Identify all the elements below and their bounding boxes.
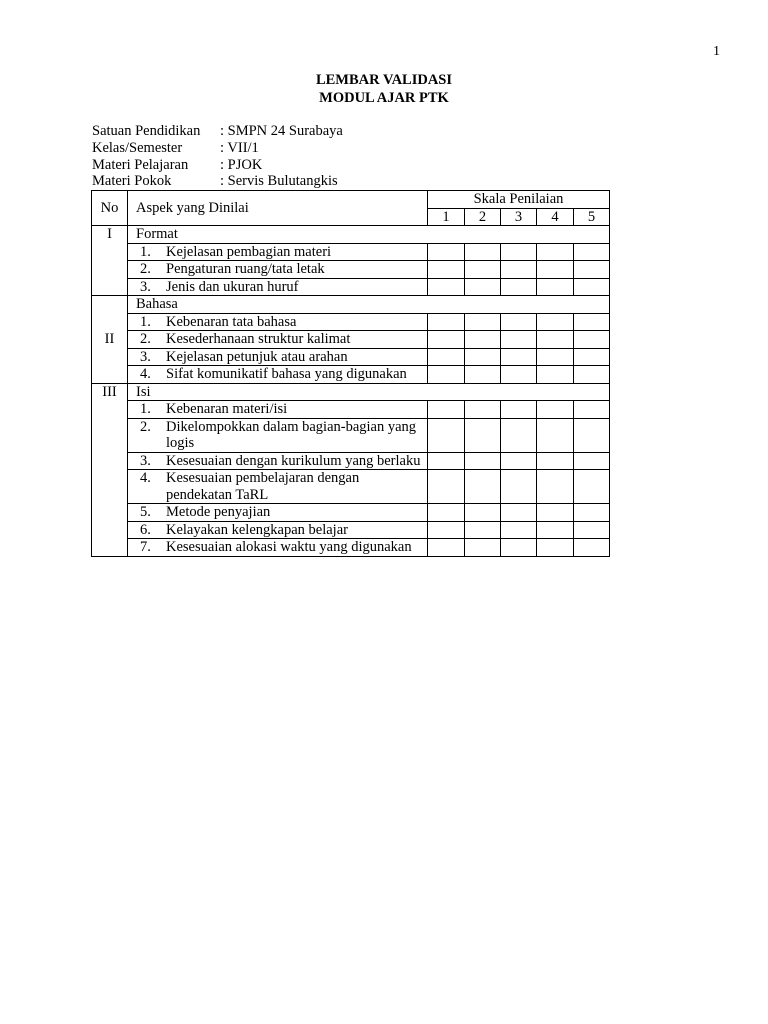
info-value: : SMPN 24 Surabaya: [220, 123, 343, 139]
score-cell-3[interactable]: [501, 278, 537, 296]
section-title: Bahasa: [128, 296, 610, 314]
score-cell-4[interactable]: [537, 243, 574, 261]
item-number: 4.: [140, 366, 151, 382]
score-cell-1[interactable]: [428, 261, 465, 279]
score-cell-2[interactable]: [465, 278, 501, 296]
list-item: [136, 539, 427, 556]
info-row: [92, 157, 343, 174]
list-item: [136, 366, 427, 383]
aspect-cell: [128, 452, 428, 470]
aspect-cell: [128, 504, 428, 522]
score-cell-1[interactable]: [428, 331, 465, 349]
item-text: Kelayakan kelengkapan belajar: [166, 521, 348, 538]
header-no: No: [92, 191, 128, 226]
score-cell-1[interactable]: [428, 452, 465, 470]
score-cell-1[interactable]: [428, 470, 465, 504]
score-cell-1[interactable]: [428, 539, 465, 557]
list-item: [136, 470, 427, 503]
section-row: [92, 296, 610, 314]
item-number: 1.: [140, 313, 151, 330]
info-row: [92, 123, 343, 140]
score-cell-5[interactable]: [574, 470, 610, 504]
document-subtitle: MODUL AJAR PTK: [319, 90, 449, 106]
score-cell-3[interactable]: [501, 418, 537, 452]
score-cell-2[interactable]: [465, 261, 501, 279]
item-text: Kesesuaian dengan kurikulum yang berlaku: [166, 452, 421, 469]
score-cell-3[interactable]: [501, 313, 537, 331]
aspect-cell: [128, 278, 428, 296]
score-cell-5[interactable]: [574, 348, 610, 366]
score-cell-1[interactable]: [428, 418, 465, 452]
item-text: Pengaturan ruang/tata letak: [166, 261, 325, 277]
table-row: [92, 539, 610, 557]
list-item: [136, 314, 427, 331]
item-text: Kebenaran materi/isi: [166, 401, 288, 417]
item-number: 3.: [140, 452, 151, 469]
list-item: [136, 261, 427, 278]
table-row: [92, 418, 610, 452]
item-text: Kesederhanaan struktur kalimat: [166, 331, 351, 347]
score-cell-1[interactable]: [428, 401, 465, 419]
info-key: Kelas/Semester: [92, 139, 183, 156]
aspect-cell: [128, 261, 428, 279]
item-text: Sifat komunikatif bahasa yang digunakan: [166, 366, 407, 382]
score-cell-3[interactable]: [501, 261, 537, 279]
scale-header-4: 4: [537, 208, 574, 226]
table-row: [92, 331, 610, 349]
section-row: [92, 383, 610, 401]
aspect-cell: [128, 521, 428, 539]
info-key: Satuan Pendidikan: [92, 123, 201, 139]
score-cell-2[interactable]: [465, 348, 501, 366]
document-title: LEMBAR VALIDASI: [315, 72, 453, 88]
score-cell-1[interactable]: [428, 521, 465, 539]
score-cell-4[interactable]: [537, 504, 574, 522]
list-item: [136, 522, 427, 539]
table-row: [92, 470, 610, 504]
score-cell-2[interactable]: [465, 243, 501, 261]
score-cell-4[interactable]: [537, 521, 574, 539]
list-item: [136, 453, 427, 470]
score-cell-1[interactable]: [428, 243, 465, 261]
section-number: III: [92, 383, 128, 556]
score-cell-2[interactable]: [465, 452, 501, 470]
item-number: 1.: [140, 401, 151, 417]
item-number: 6.: [140, 521, 151, 538]
score-cell-5[interactable]: [574, 539, 610, 557]
aspect-cell: [128, 366, 428, 384]
score-cell-4[interactable]: [537, 331, 574, 349]
info-key: Materi Pelajaran: [92, 156, 189, 173]
item-number: 2.: [140, 418, 151, 435]
score-cell-2[interactable]: [465, 366, 501, 384]
score-cell-5[interactable]: [574, 504, 610, 522]
item-text: Metode penyajian: [166, 504, 271, 520]
section-title: Isi: [128, 383, 610, 401]
scale-header-2: 2: [465, 208, 501, 226]
score-cell-2[interactable]: [465, 470, 501, 504]
section-title: Format: [128, 226, 610, 244]
aspect-cell: [128, 539, 428, 557]
table-row: [92, 278, 610, 296]
score-cell-5[interactable]: [574, 452, 610, 470]
score-cell-4[interactable]: [537, 278, 574, 296]
table-row: [92, 313, 610, 331]
score-cell-1[interactable]: [428, 504, 465, 522]
table-row: [92, 243, 610, 261]
info-block: [92, 123, 343, 190]
list-item: [136, 504, 427, 521]
item-number: 5.: [140, 504, 151, 520]
score-cell-2[interactable]: [465, 539, 501, 557]
table-row: [92, 521, 610, 539]
score-cell-4[interactable]: [537, 348, 574, 366]
item-number: 1.: [140, 243, 151, 260]
score-cell-3[interactable]: [501, 452, 537, 470]
score-cell-2[interactable]: [465, 401, 501, 419]
list-item: [136, 419, 427, 452]
info-key: Materi Pokok: [92, 173, 172, 190]
aspect-cell: [128, 313, 428, 331]
header-scale: Skala Penilaian: [428, 191, 610, 209]
score-cell-4[interactable]: [537, 539, 574, 557]
info-row: [92, 173, 343, 190]
section-row: [92, 226, 610, 244]
table-row: [92, 452, 610, 470]
score-cell-4[interactable]: [537, 401, 574, 419]
score-cell-3[interactable]: [501, 521, 537, 539]
item-number: 3.: [140, 348, 151, 365]
score-cell-3[interactable]: [501, 504, 537, 522]
scale-header-1: 1: [428, 208, 465, 226]
score-cell-1[interactable]: [428, 348, 465, 366]
score-cell-5[interactable]: [574, 331, 610, 349]
table-row: [92, 348, 610, 366]
scale-header-3: 3: [501, 208, 537, 226]
validation-table: [91, 190, 610, 557]
score-cell-4[interactable]: [537, 261, 574, 279]
list-item: [136, 279, 427, 296]
score-cell-1[interactable]: [428, 313, 465, 331]
item-text: Kejelasan petunjuk atau arahan: [166, 348, 348, 365]
score-cell-3[interactable]: [501, 243, 537, 261]
score-cell-1[interactable]: [428, 278, 465, 296]
score-cell-3[interactable]: [501, 366, 537, 384]
item-number: 7.: [140, 539, 151, 555]
aspect-cell: [128, 348, 428, 366]
aspect-cell: [128, 243, 428, 261]
section-number: II: [92, 296, 128, 384]
score-cell-3[interactable]: [501, 348, 537, 366]
item-number: 4.: [140, 470, 151, 486]
item-text: Kebenaran tata bahasa: [166, 313, 297, 330]
item-number: 2.: [140, 331, 151, 347]
score-cell-5[interactable]: [574, 366, 610, 384]
table-row: [92, 401, 610, 419]
score-cell-3[interactable]: [501, 539, 537, 557]
score-cell-2[interactable]: [465, 521, 501, 539]
item-text: Kejelasan pembagian materi: [166, 243, 332, 260]
item-number: 2.: [140, 261, 151, 277]
aspect-cell: [128, 401, 428, 419]
item-number: 3.: [140, 278, 151, 295]
scale-header-5: 5: [574, 208, 610, 226]
score-cell-2[interactable]: [465, 313, 501, 331]
score-cell-5[interactable]: [574, 313, 610, 331]
score-cell-3[interactable]: [501, 470, 537, 504]
table-row: [92, 366, 610, 384]
item-text: Kesesuaian alokasi waktu yang digunakan: [166, 539, 412, 555]
score-cell-5[interactable]: [574, 418, 610, 452]
info-row: [92, 140, 343, 157]
info-value: : Servis Bulutangkis: [220, 173, 338, 190]
aspect-cell: [128, 470, 428, 504]
item-text: Jenis dan ukuran huruf: [166, 278, 299, 295]
header-aspect: Aspek yang Dinilai: [128, 191, 428, 226]
score-cell-2[interactable]: [465, 504, 501, 522]
table-row: [92, 261, 610, 279]
table-row: [92, 504, 610, 522]
score-cell-5[interactable]: [574, 261, 610, 279]
list-item: [136, 244, 427, 261]
score-cell-4[interactable]: [537, 452, 574, 470]
page-number: 1: [713, 44, 720, 59]
score-cell-5[interactable]: [574, 521, 610, 539]
score-cell-3[interactable]: [501, 401, 537, 419]
table-header-row: [92, 191, 610, 209]
score-cell-3[interactable]: [501, 331, 537, 349]
score-cell-2[interactable]: [465, 331, 501, 349]
score-cell-5[interactable]: [574, 243, 610, 261]
aspect-cell: [128, 331, 428, 349]
section-number: I: [92, 226, 128, 296]
list-item: [136, 331, 427, 348]
aspect-cell: [128, 418, 428, 452]
score-cell-5[interactable]: [574, 401, 610, 419]
info-value: : PJOK: [220, 156, 263, 173]
list-item: [136, 401, 427, 418]
list-item: [136, 349, 427, 366]
score-cell-4[interactable]: [537, 366, 574, 384]
score-cell-4[interactable]: [537, 470, 574, 504]
score-cell-2[interactable]: [465, 418, 501, 452]
score-cell-5[interactable]: [574, 278, 610, 296]
score-cell-1[interactable]: [428, 366, 465, 384]
score-cell-4[interactable]: [537, 418, 574, 452]
item-text: Kesesuaian pembelajaran dengan pendekatan TaRL: [166, 470, 360, 503]
info-value: : VII/1: [220, 139, 259, 156]
item-text: Dikelompokkan dalam bagian-bagian yang logis: [166, 418, 417, 451]
score-cell-4[interactable]: [537, 313, 574, 331]
